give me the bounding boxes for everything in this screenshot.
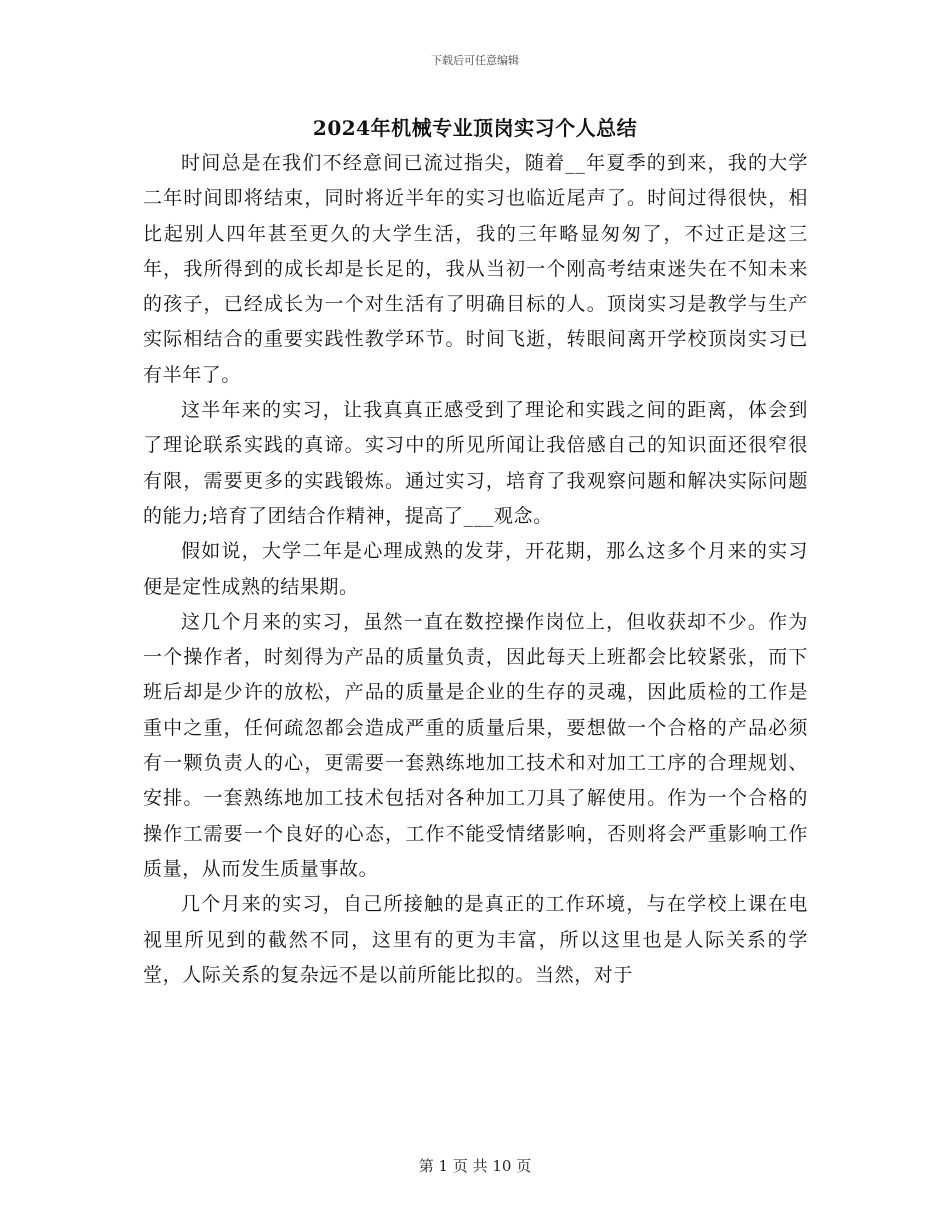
paragraph: 这半年来的实习，让我真真正感受到了理论和实践之间的距离，体会到了理论联系实践的真谛。实习中的所见所闻让我倍感自己的知识面还很窄很有限，需要更多的实践锻炼。通过实习，培育了我观察问题和解决实际问题的能力;培育了团结合作精神，提高了___观念。 <box>143 399 808 527</box>
paragraph: 这几个月来的实习，虽然一直在数控操作岗位上，但收获却不少。作为一个操作者，时刻得为产品的质量负责，因此每天上班都会比较紧张，而下班后却是少许的放松，产品的质量是企业的生存的灵魂，因此质检的工作是重中之重，任何疏忽都会造成严重的质量后果，要想做一个合格的产品必须有一颗负责人的心，更需要一套熟练地加工技术和对加工工序的合理规划、安排。一套熟练地加工技术包括对各种加工刀具了解使用。作为一个合格的操作工需要一个良好的心态，工作不能受情绪影响，否则将会严重影响工作质量，从而发生质量事故。 <box>143 610 808 880</box>
paragraph: 几个月来的实习，自己所接触的是真正的工作环境，与在学校上课在电视里所见到的截然不同，这里有的更为丰富，所以这里也是人际关系的学堂，人际关系的复杂远不是以前所能比拟的。当然，对于 <box>143 893 808 986</box>
page-number: 第 1 页 共 10 页 <box>418 1157 532 1175</box>
page-header-note: 下载后可任意编辑 <box>431 54 519 67</box>
document-title: 2024年机械专业顶岗实习个人总结 <box>312 116 638 140</box>
document-body <box>143 146 808 993</box>
paragraph: 时间总是在我们不经意间已流过指尖，随着__年夏季的到来，我的大学二年时间即将结束，同时将近半年的实习也临近尾声了。时间过得很快，相比起别人四年甚至更久的大学生活，我的三年略显匆匆了，不过正是这三年，我所得到的成长却是长足的，我从当初一个刚高考结束迷失在不知未来的孩子，已经成长为一个对生活有了明确目标的人。顶岗实习是教学与生产实际相结合的重要实践性教学环节。时间飞逝，转眼间离开学校顶岗实习已有半年了。 <box>143 152 808 386</box>
paragraph: 假如说，大学二年是心理成熟的发芽，开花期，那么这多个月来的实习便是定性成熟的结果期。 <box>143 540 808 598</box>
